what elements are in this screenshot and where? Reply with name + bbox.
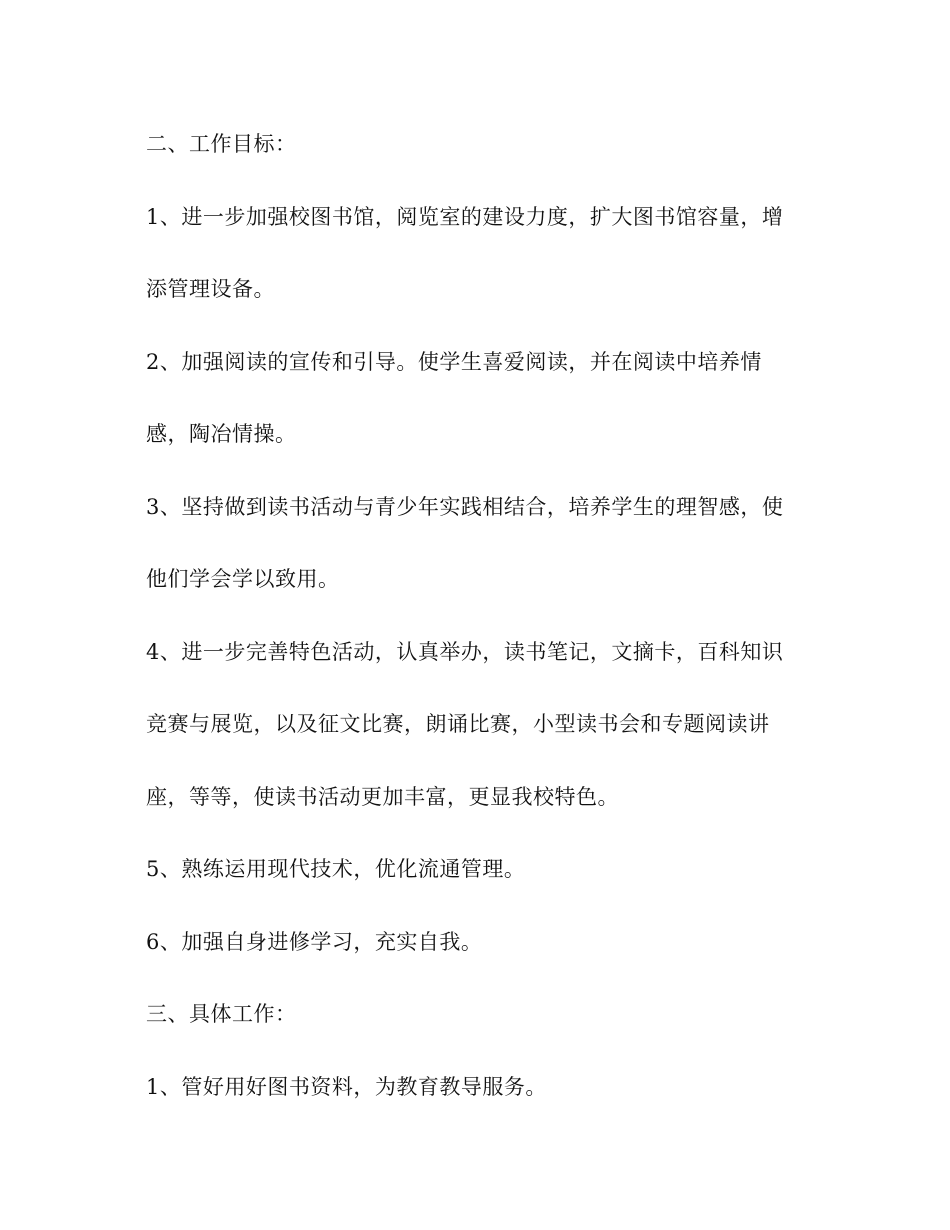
- goal-4-line-3: 座，等等，使读书活动更加丰富，更显我校特色。: [146, 785, 619, 809]
- goal-3-line-1: 3、坚持做到读书活动与青少年实践相结合，培养学生的理智感，使: [146, 495, 784, 519]
- task-1-line: 1、管好用好图书资料，为教育教导服务。: [146, 1075, 547, 1099]
- goal-1-line-2: 添管理设备。: [146, 277, 275, 301]
- goal-6-line: 6、加强自身进修学习，充实自我。: [146, 930, 483, 954]
- goal-2-line-2: 感，陶冶情操。: [146, 422, 297, 446]
- goal-4-line-1: 4、进一步完善特色活动，认真举办，读书笔记，文摘卡，百科知识: [146, 640, 784, 664]
- goal-3-line-2: 他们学会学以致用。: [146, 567, 340, 591]
- section-heading-tasks: 三、具体工作：: [146, 1002, 297, 1026]
- goal-1-line-1: 1、进一步加强校图书馆，阅览室的建设力度，扩大图书馆容量，增: [146, 205, 784, 229]
- goal-2-line-1: 2、加强阅读的宣传和引导。使学生喜爱阅读，并在阅读中培养情: [146, 350, 762, 374]
- goal-5-line: 5、熟练运用现代技术，优化流通管理。: [146, 857, 526, 881]
- goal-4-line-2: 竞赛与展览，以及征文比赛，朗诵比赛，小型读书会和专题阅读讲: [146, 712, 770, 736]
- section-heading-goals: 二、工作目标：: [146, 132, 297, 156]
